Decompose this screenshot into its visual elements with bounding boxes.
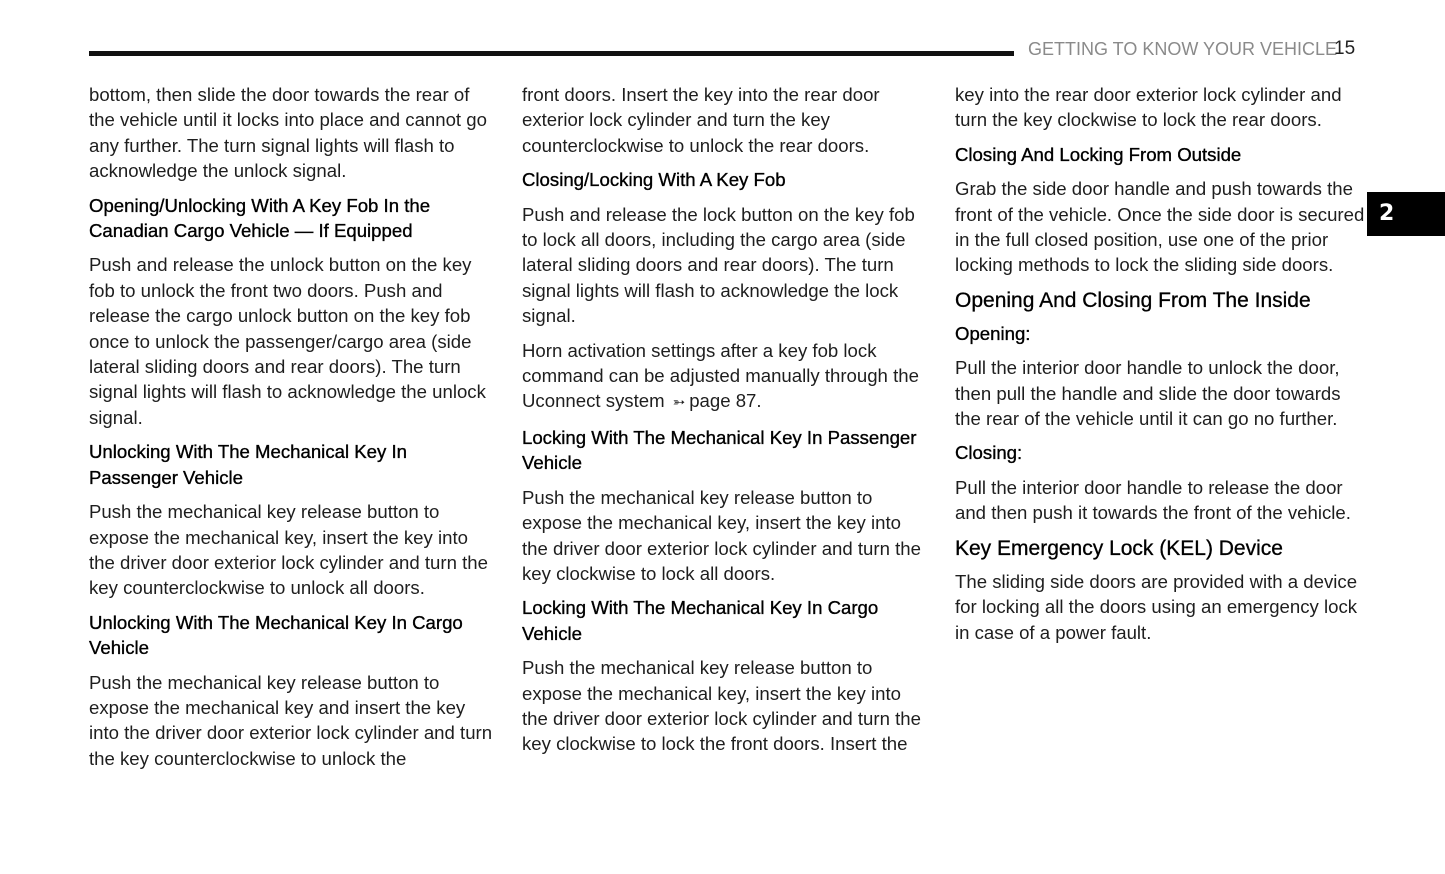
paragraph-closing-locking-key-fob: Push and release the lock button on the key fob to lock all doors, including the cargo area (side lateral sliding doors and rear doors). The turn signal lights will flash to acknowledge the lock signal. <box>522 203 915 327</box>
paragraph-closing-locking-outside: Grab the side door handle and push towards the front of the vehicle. Once the side door is secured in the full closed position, use one of the prior locking methods to lock the sliding side doors. <box>955 178 1365 276</box>
paragraph-intro-continued: bottom, then slide the door towards the rear of the vehicle until it locks into place and cannot go any further. The turn signal lights will flash to acknowledge the unlock signal. <box>89 84 487 182</box>
paragraph-unlock-mechanical-cargo: Push the mechanical key release button to expose the mechanical key and insert the key into the driver door exterior lock cylinder and turn the key counterclockwise to unlock the <box>89 671 493 769</box>
section-heading-inside: Opening And Closing From The Inside <box>955 288 1311 312</box>
header-rule <box>89 51 1014 56</box>
arrow-right-icon: ➳ <box>672 394 686 412</box>
paragraph-unlock-mechanical-passenger: Push the mechanical key release button to expose the mechanical key, insert the key into the driver door exterior lock cylinder and turn the key counterclockwise to unlock all doors. <box>89 501 488 599</box>
paragraph-lock-mechanical-cargo: Push the mechanical key release button to expose the mechanical key, insert the key into the driver door exterior lock cylinder and turn the key clockwise to lock the front doors. Insert the <box>522 657 921 755</box>
running-header-title: GETTING TO KNOW YOUR VEHICLE <box>1028 39 1338 59</box>
chapter-tab[interactable]: 2 <box>1367 192 1445 236</box>
page-reference-link[interactable]: page 87. <box>689 390 762 412</box>
paragraph-rear-doors-continued: front doors. Insert the key into the rear door exterior lock cylinder and turn the key counterclockwise to unlock the rear doors. <box>522 84 880 156</box>
section-heading-kel-device: Key Emergency Lock (KEL) Device <box>955 536 1283 560</box>
paragraph-opening: Pull the interior door handle to unlock the door, then pull the handle and slide the door towards the rear of the vehicle until it can go no further. <box>955 357 1341 430</box>
heading-lock-mechanical-passenger: Locking With The Mechanical Key In Passenger Vehicle <box>522 426 917 474</box>
heading-closing: Closing: <box>955 442 1023 464</box>
paragraph-closing: Pull the interior door handle to release the door and then push it towards the front of the vehicle. <box>955 476 1351 524</box>
paragraph-lock-mechanical-passenger: Push the mechanical key release button to expose the mechanical key, insert the key into the driver door exterior lock cylinder and turn the key clockwise to lock all doors. <box>522 486 921 584</box>
paragraph-kel-device: The sliding side doors are provided with a device for locking all the doors using an emergency lock in case of a power fault. <box>955 570 1358 643</box>
text-column-3 <box>955 82 1365 654</box>
heading-unlock-mechanical-cargo: Unlocking With The Mechanical Key In Cargo Vehicle <box>89 611 463 659</box>
heading-opening: Opening: <box>955 322 1031 344</box>
text-column-2 <box>522 82 927 766</box>
heading-unlock-mechanical-passenger: Unlocking With The Mechanical Key In Passenger Vehicle <box>89 441 407 488</box>
paragraph-horn-activation <box>522 338 927 416</box>
text-column-1 <box>89 82 494 780</box>
heading-closing-locking-outside: Closing And Locking From Outside <box>955 143 1242 165</box>
paragraph-rear-lock-continued: key into the rear door exterior lock cylinder and turn the key clockwise to lock the rear doors. <box>955 84 1342 131</box>
heading-lock-mechanical-cargo: Locking With The Mechanical Key In Cargo Vehicle <box>522 597 879 644</box>
heading-key-fob-canadian-cargo: Opening/Unlocking With A Key Fob In the Canadian Cargo Vehicle — If Equipped <box>89 194 431 242</box>
heading-closing-locking-key-fob: Closing/Locking With A Key Fob <box>522 169 786 191</box>
horn-activation-text: Horn activation settings after a key fob lock command can be adjusted manually through the Uconnect system <box>522 339 919 412</box>
paragraph-key-fob-canadian-cargo: Push and release the unlock button on the key fob to unlock the front two doors. Push and release the cargo unlock button on the key fob once to unlock the passenger/cargo area (side lateral sliding doors and rear doors). The turn signal lights will flash to acknowledge the unlock signal. <box>89 254 486 428</box>
page-number: 15 <box>1334 38 1356 59</box>
